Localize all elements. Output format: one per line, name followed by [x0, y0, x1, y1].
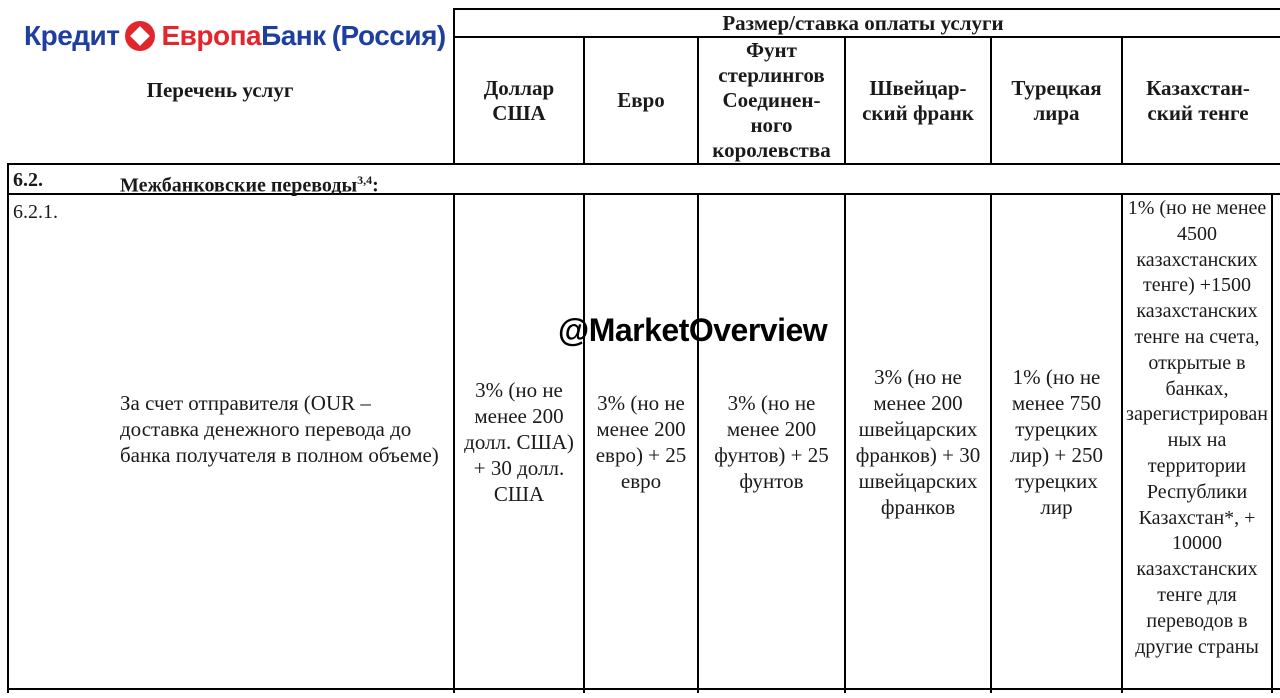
footnote-marker: 3,4	[357, 173, 373, 187]
currency-header-try: Турецкая лира	[1011, 75, 1102, 125]
fee-gbp: 3% (но не менее 200 фунтов) + 25 фунтов	[714, 390, 829, 493]
services-column-header: Перечень услуг	[146, 77, 294, 102]
section-title-colon: :	[372, 174, 379, 197]
currency-header-chf: Швейцар-ский франк	[862, 75, 974, 125]
logo-text-bank: Банк	[261, 20, 326, 51]
fee-kzt: 1% (но не менее 4500 казахстанских тенге) +1500 казахстанских тенге на счета, открытые в банках, зарегистрированных на территории Республики Казахстан*, + 10000 казахстанских тенге для переводов в другие страны	[1126, 197, 1268, 658]
table-border	[8, 688, 1280, 690]
table-border	[1271, 193, 1273, 693]
watermark-text: @MarketOverview	[558, 312, 828, 348]
currency-header-eur: Евро	[617, 88, 665, 112]
logo-text-kredit: Кредит	[24, 20, 120, 51]
section-title	[120, 168, 379, 198]
bank-emblem-icon	[124, 20, 156, 52]
table-border	[8, 163, 1280, 165]
currency-header-usd: Доллар США	[483, 75, 555, 125]
currency-header-kzt: Казахстан-ский тенге	[1146, 75, 1250, 125]
service-description: За счет отправителя (OUR – доставка денежного перевода до банка получателя в полном объеме)	[120, 391, 439, 467]
currency-header-gbp: Фунт стерлингов Соединен-ного королевства	[712, 38, 831, 162]
fee-try: 1% (но не менее 750 турецких лир) + 250 турецких лир	[1009, 364, 1104, 519]
section-title-text: Межбанковские переводы	[120, 174, 358, 197]
fee-eur: 3% (но не менее 200 евро) + 25 евро	[595, 390, 687, 493]
section-number: 6.2.	[13, 169, 43, 191]
bank-logo	[24, 18, 446, 54]
fee-group-header: Размер/ставка оплаты услуги	[722, 10, 1004, 35]
logo-text-russia: (Россия)	[331, 20, 446, 51]
row-number: 6.2.1.	[13, 201, 58, 223]
table-border	[7, 163, 9, 693]
fee-usd: 3% (но не менее 200 долл. США) + 30 долл. США	[464, 377, 574, 506]
logo-text-evropa: Европа	[161, 20, 262, 51]
fee-chf: 3% (но не менее 200 швейцарских франков) + 30 швейцарских франков	[855, 364, 981, 519]
